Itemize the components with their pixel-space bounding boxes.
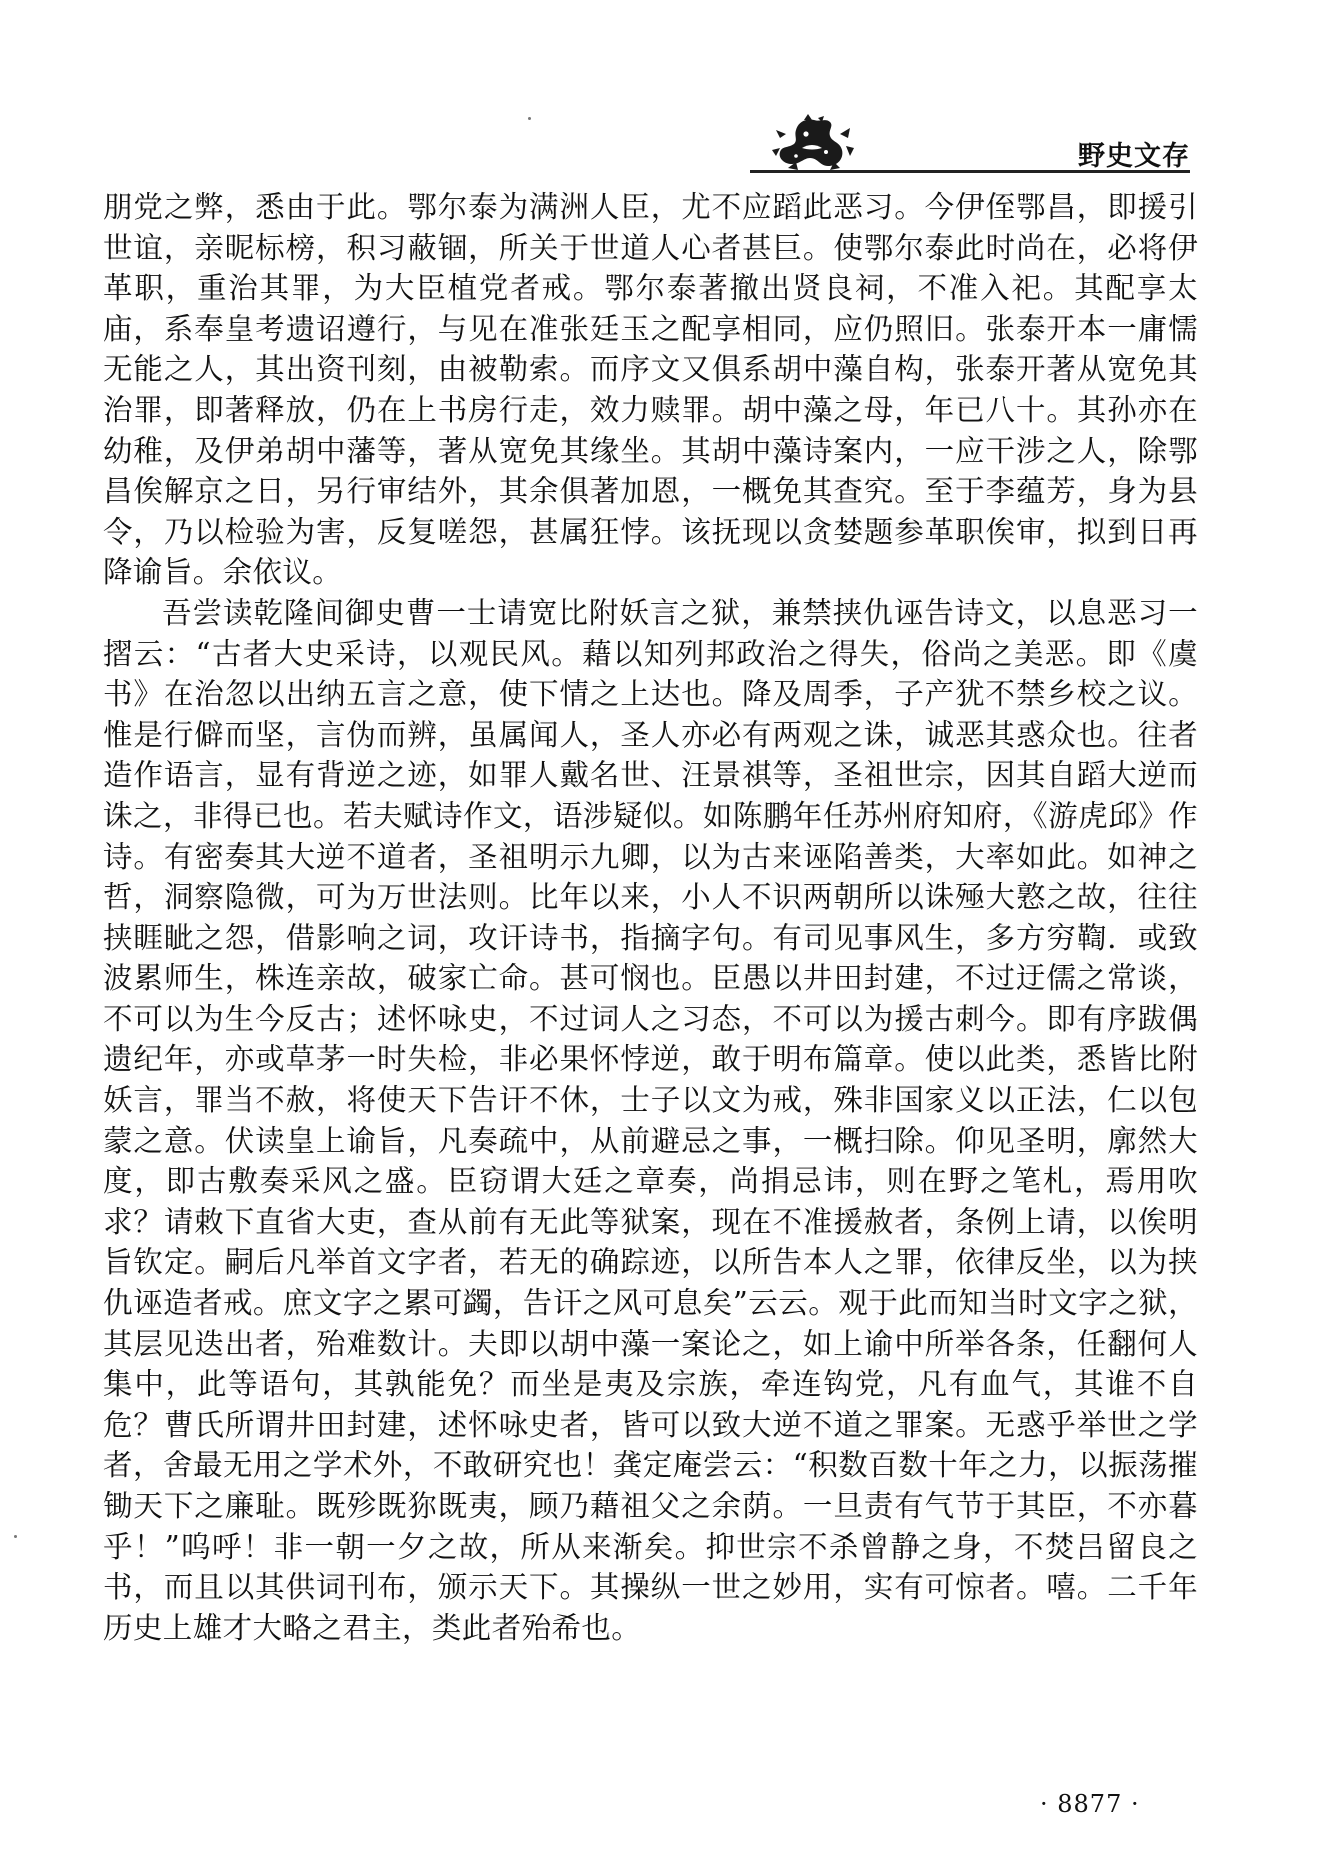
scan-speck <box>14 1535 17 1538</box>
running-title: 野史文存 <box>1078 141 1190 172</box>
dragon-icon <box>768 112 860 174</box>
page-number: · 8877 · <box>1040 1790 1140 1818</box>
header-rule <box>750 170 1190 173</box>
scan-speck <box>528 117 531 120</box>
page-header <box>750 108 1190 178</box>
paragraph: 吾尝读乾隆间御史曹一士请宽比附妖言之狱，兼禁挟仇诬告诗文，以息恶习一摺云：“古者大史采诗，以观民风。藉以知列邦政治之得失，俗尚之美恶。即《虞书》在治忽以出纳五言之意，使下情之上达也。降及周季，子产犹不禁乡校之议。惟是行僻而坚，言伪而辨，虽属闻人，圣人亦必有两观之诛，诚恶其惑众也。往者造作语言，显有背逆之迹，如罪人戴名世、汪景祺等，圣祖世宗，因其自蹈大逆而诛之，非得已也。若夫赋诗作文，语涉疑似。如陈鹏年任苏州府知府，《游虎邱》作诗。有密奏其大逆不道者，圣祖明示九卿，以为古来诬陷善类，大率如此。如神之哲，洞察隐微，可为万世法则。比年以来，小人不识两朝所以诛殛大憝之故，往往挟睚眦之怨，借影响之词，攻讦诗书，指摘字句。有司见事风生，多方穷鞫．或致波累师生，株连亲故，破家亡命。甚可悯也。臣愚以井田封建，不过迂儒之常谈，不可以为生今反古；述怀咏史，不过词人之习态，不可以为援古刺今。即有序跋偶遗纪年，亦或草茅一时失检，非必果怀悖逆，敢于明布篇章。使以此类，悉皆比附妖言，罪当不赦，将使天下告讦不休，士子以文为戒，殊非国家义以正法，仁以包蒙之意。伏读皇上谕旨，凡奏疏中，从前避忌之事，一概扫除。仰见圣明，廓然大度，即古敷奏采风之盛。臣窃谓大廷之章奏，尚捐忌讳，则在野之笔札，焉用吹求？请敕下直省大吏，查从前有无此等狱案，现在不准援赦者，条例上请，以俟明旨钦定。嗣后凡举首文字者，若无的确踪迹，以所告本人之罪，依律反坐，以为挟仇诬造者戒。庶文字之累可蠲，告讦之风可息矣”云云。观于此而知当时文字之狱，其层见迭出者，殆难数计。夫即以胡中藻一案论之，如上谕中所举各条，任翻何人集中，此等语句，其孰能免？而坐是夷及宗族，牵连钩党，凡有血气，其谁不自危？曹氏所谓井田封建，述怀咏史者，皆可以致大逆不道之罪案。无惑乎举世之学者，舍最无用之学术外，不敢研究也！龚定庵尝云：“积数百数十年之力，以振荡摧锄天下之廉耻。既殄既狝既夷，顾乃藉祖父之余荫。一旦责有气节于其臣，不亦暮乎！”呜呼！非一朝一夕之故，所从来渐矣。抑世宗不杀曾静之身，不焚吕留良之书，而且以其供词刊布，颁示天下。其操纵一世之妙用，实有可惊者。嘻。二千年历史上雄才大略之君主，类此者殆希也。 <box>103 595 1198 1645</box>
paragraph: 朋党之弊，悉由于此。鄂尔泰为满洲人臣，尤不应蹈此恶习。今伊侄鄂昌，即援引世谊，亲昵标榜，积习蔽锢，所关于世道人心者甚巨。使鄂尔泰此时尚在，必将伊革职，重治其罪，为大臣植党者戒。鄂尔泰著撤出贤良祠，不准入祀。其配享太庙，系奉皇考遗诏遵行，与见在准张廷玉之配享相同，应仍照旧。张泰开本一庸懦无能之人，其出资刊刻，由被勒索。而序文又俱系胡中藻自构，张泰开著从宽免其治罪，即著释放，仍在上书房行走，效力赎罪。胡中藻之母，年已八十。其孙亦在幼稚，及伊弟胡中藩等，著从宽免其缘坐。其胡中藻诗案内，一应干涉之人，除鄂昌俟解京之日，另行审结外，其余俱著加恩，一概免其查究。至于李蕴芳，身为县令，乃以检验为害，反复嗟怨，甚属狂悖。该抚现以贪婪题参革职俟审，拟到日再降谕旨。余依议。 <box>103 190 1198 590</box>
body-text <box>103 187 1198 1648</box>
